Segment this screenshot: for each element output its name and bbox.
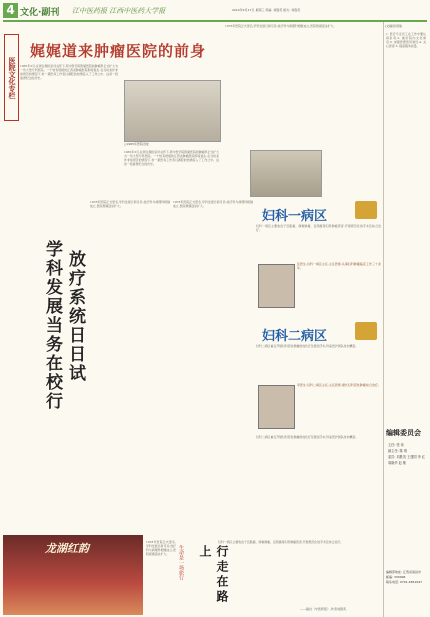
vertical-headline-2: 放疗系统日日试 <box>65 250 85 383</box>
bottom-mid-text: 1978年医院正式更名,学科发展日新月异,放疗科与病理科相继成立,医院规模逐步扩大。 <box>146 540 176 557</box>
portrait-2 <box>258 385 295 429</box>
portrait-1 <box>258 264 295 308</box>
gold-badge-1 <box>355 201 377 219</box>
article1-text: 1965年3月,在周总理的亲切关怀下,原中医学院附属医院的肿瘤科正式扩大为一所大型专科医院。一个较有规模的江西省肿瘤医院即将诞生,在当时条件非常艰苦的情况下,老一辈医务工作者以满腔的热情投入了工作之中。这是一段值得纪念的历史。 <box>20 64 118 81</box>
column-label: 医院文化专栏 <box>4 34 19 121</box>
sidebar-address: 编辑部地址: 江西省南昌市 邮编: 330006 联系电话: 0791-4651647 <box>386 570 423 584</box>
header-rule <box>3 20 427 22</box>
feature-title-1: 妇科一病区 <box>262 209 328 224</box>
bio-1: 张医生,妇科一病区主任,主任医师,从事妇科肿瘤临床工作三十余年。 <box>297 262 381 271</box>
editorial-title: 编辑委员会 <box>386 428 421 437</box>
article1-text-right: 1965年3月,在周总理的亲切关怀下,原中医学院附属医院的肿瘤科正式扩大为一所大型专科医院。一个较有规模的江西省肿瘤医院即将诞生,在当时条件非常艰苦的情况下,老一辈医务工作者以满腔的热情投入了工作之中。这是一段值得纪念的历史。 <box>124 150 219 167</box>
bio-2: 李医生,妇科二病区主任,主任医师,擅长妇科恶性肿瘤综合治疗。 <box>297 383 381 387</box>
page-number-badge: 4 <box>3 3 18 18</box>
vertical-headline-1: 学科发展当务在校行 <box>42 240 62 411</box>
middle-text-2: 1978年医院正式更名,学科发展日新月异,放疗科与病理科相继成立,医院规模逐步扩大。 <box>173 200 253 209</box>
editorial-members: 主任: 张 伟 副主任: 陈 明 委员: 刘胜英 王建国 李 红 周晓华 赵 敏 <box>388 443 426 465</box>
vertical-subtitle-bottom: 生命是一场旅行 <box>178 545 184 580</box>
feature-title-2: 妇科二病区 <box>262 329 328 344</box>
upper-right-text: 1978年医院正式更名,学科发展日新月异,放疗科与病理科相继成立,医院规模逐步扩大。 <box>225 24 337 28</box>
left-intro-text <box>6 200 36 470</box>
bottom-right-text: 妇科一病区主要收治子宫肌瘤、卵巢肿瘤、宫颈癌等妇科肿瘤患者,开展规范化的手术及综合治疗。 <box>218 540 344 544</box>
photo-small <box>250 150 322 197</box>
poem-title: 龙湖红韵 <box>45 542 89 555</box>
bottom-note: ——摘自《中医药报》,作者刘胜英 <box>300 607 346 611</box>
masthead: 江中医药报 江西中医药大学报 <box>72 7 166 15</box>
vertical-title-bottom: 行走在路上 <box>198 545 229 605</box>
date-line: 2014年9月17日 星期三 责编: 刘胜英 版式: 刘胜英 <box>232 8 301 12</box>
sidebar-divider <box>383 22 384 617</box>
main-headline: 娓娓道来肿瘤医院的前身 <box>30 42 207 60</box>
feature-body-1: 妇科一病区主要收治子宫肌瘤、卵巢肿瘤、宫颈癌等妇科肿瘤患者,开展规范化的手术及综合治疗。 <box>256 224 381 233</box>
hospital-photo <box>124 80 221 142</box>
editor-note: (文稿是何锦) <box>385 24 403 28</box>
section-title: 文化·副刊 <box>20 8 60 18</box>
photo-caption: △1965年医院旧址 <box>124 142 149 146</box>
gold-badge-2 <box>355 322 377 340</box>
sidebar-text: 1. 医疗专业员工在工作中要认真负责,2. 做好院内文化建设,3. 加强医德医风建设,4. 关心患者,5. 提高服务质量。 <box>386 32 426 49</box>
middle-text-1: 1978年医院正式更名,学科发展日新月异,放疗科与病理科相继成立,医院规模逐步扩大。 <box>90 200 170 209</box>
feature-body-2: 妇科二病区重点开展妇科恶性肿瘤的放化疗及微创手术,科室医护团队技术精湛。 <box>256 344 359 348</box>
feature-body-3: 妇科二病区重点开展妇科恶性肿瘤的放化疗及微创手术,科室医护团队技术精湛。 <box>256 435 359 439</box>
